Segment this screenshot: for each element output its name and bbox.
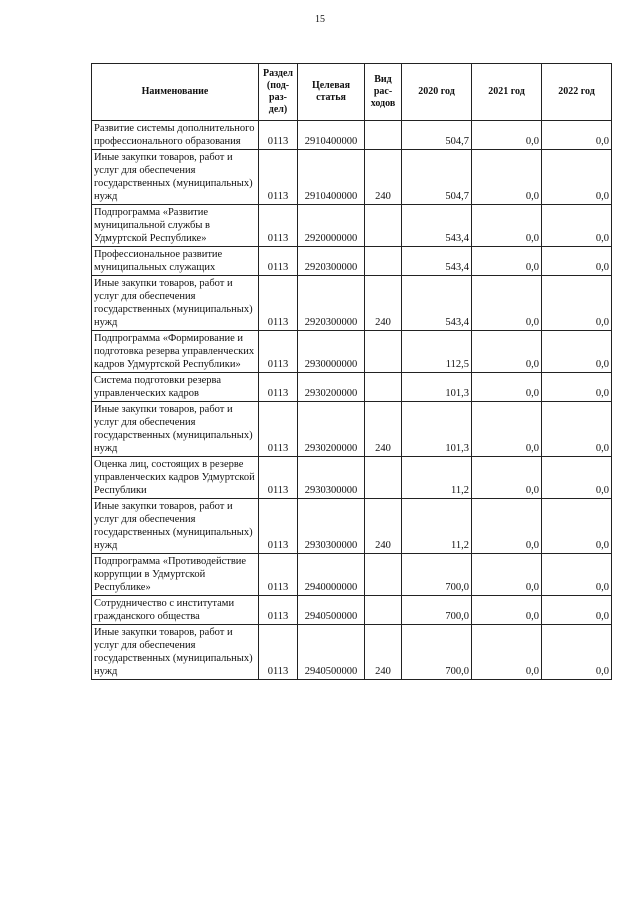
cell-name: Подпрограмма «Развитие муниципальной службы в Удмуртской Республике»	[92, 205, 259, 247]
cell-2021: 0,0	[472, 331, 542, 373]
cell-target-article: 2930300000	[298, 457, 365, 499]
table-body	[92, 121, 612, 680]
cell-target-article: 2930000000	[298, 331, 365, 373]
cell-section: 0113	[259, 499, 298, 554]
header-year-2020: 2020 год	[402, 64, 472, 121]
cell-section: 0113	[259, 331, 298, 373]
cell-expense-type	[365, 596, 402, 625]
cell-2021: 0,0	[472, 499, 542, 554]
cell-2020: 101,3	[402, 373, 472, 402]
cell-expense-type: 240	[365, 276, 402, 331]
table-row	[92, 499, 612, 554]
header-target-article: Целевая статья	[298, 64, 365, 121]
cell-name: Иные закупки товаров, работ и услуг для обеспечения государственных (муниципальных) нужд	[92, 276, 259, 331]
cell-name: Профессиональное развитие муниципальных служащих	[92, 247, 259, 276]
cell-2022: 0,0	[542, 596, 612, 625]
cell-section: 0113	[259, 205, 298, 247]
table-row	[92, 625, 612, 680]
cell-target-article: 2910400000	[298, 150, 365, 205]
cell-2020: 700,0	[402, 625, 472, 680]
cell-target-article: 2930300000	[298, 499, 365, 554]
cell-2021: 0,0	[472, 457, 542, 499]
table-row	[92, 276, 612, 331]
table-row	[92, 457, 612, 499]
cell-2022: 0,0	[542, 150, 612, 205]
cell-section: 0113	[259, 276, 298, 331]
table-header	[92, 64, 612, 121]
cell-2022: 0,0	[542, 247, 612, 276]
table-row	[92, 373, 612, 402]
cell-target-article: 2930200000	[298, 402, 365, 457]
cell-name: Оценка лиц, состоящих в резерве управленческих кадров Удмуртской Республики	[92, 457, 259, 499]
cell-target-article: 2910400000	[298, 121, 365, 150]
cell-2022: 0,0	[542, 499, 612, 554]
cell-section: 0113	[259, 625, 298, 680]
cell-2020: 700,0	[402, 596, 472, 625]
cell-name: Сотрудничество с институтами гражданского общества	[92, 596, 259, 625]
cell-name: Подпрограмма «Формирование и подготовка резерва управленческих кадров Удмуртской Республики»	[92, 331, 259, 373]
cell-name: Иные закупки товаров, работ и услуг для обеспечения государственных (муниципальных) нужд	[92, 625, 259, 680]
cell-name: Система подготовки резерва управленческих кадров	[92, 373, 259, 402]
cell-2020: 101,3	[402, 402, 472, 457]
cell-2021: 0,0	[472, 625, 542, 680]
header-name: Наименование	[92, 64, 259, 121]
header-year-2021: 2021 год	[472, 64, 542, 121]
cell-2022: 0,0	[542, 554, 612, 596]
cell-target-article: 2930200000	[298, 373, 365, 402]
header-section: Раздел (под- раз- дел)	[259, 64, 298, 121]
cell-name: Развитие системы дополнительного профессионального образования	[92, 121, 259, 150]
cell-2021: 0,0	[472, 373, 542, 402]
cell-expense-type	[365, 247, 402, 276]
budget-table	[91, 63, 612, 680]
cell-2021: 0,0	[472, 402, 542, 457]
cell-expense-type	[365, 554, 402, 596]
cell-expense-type: 240	[365, 625, 402, 680]
table-row	[92, 596, 612, 625]
cell-2022: 0,0	[542, 121, 612, 150]
cell-section: 0113	[259, 596, 298, 625]
cell-2022: 0,0	[542, 402, 612, 457]
cell-2021: 0,0	[472, 150, 542, 205]
cell-2020: 543,4	[402, 276, 472, 331]
cell-2020: 700,0	[402, 554, 472, 596]
table-row	[92, 205, 612, 247]
cell-expense-type: 240	[365, 499, 402, 554]
cell-2022: 0,0	[542, 373, 612, 402]
cell-2021: 0,0	[472, 121, 542, 150]
cell-expense-type	[365, 331, 402, 373]
cell-expense-type	[365, 457, 402, 499]
page-number: 15	[315, 14, 325, 25]
cell-2020: 11,2	[402, 457, 472, 499]
table-row	[92, 554, 612, 596]
cell-2021: 0,0	[472, 205, 542, 247]
cell-expense-type: 240	[365, 402, 402, 457]
cell-2020: 504,7	[402, 121, 472, 150]
cell-target-article: 2920300000	[298, 247, 365, 276]
cell-2020: 11,2	[402, 499, 472, 554]
table-row	[92, 331, 612, 373]
cell-name: Подпрограмма «Противодействие коррупции в Удмуртской Республике»	[92, 554, 259, 596]
table-row	[92, 121, 612, 150]
cell-2022: 0,0	[542, 457, 612, 499]
cell-2022: 0,0	[542, 331, 612, 373]
cell-2020: 112,5	[402, 331, 472, 373]
cell-target-article: 2920000000	[298, 205, 365, 247]
cell-2022: 0,0	[542, 625, 612, 680]
cell-name: Иные закупки товаров, работ и услуг для обеспечения государственных (муниципальных) нужд	[92, 499, 259, 554]
cell-2021: 0,0	[472, 276, 542, 331]
cell-section: 0113	[259, 554, 298, 596]
header-expense-type: Вид рас- ходов	[365, 64, 402, 121]
cell-expense-type	[365, 373, 402, 402]
table-row	[92, 150, 612, 205]
cell-section: 0113	[259, 247, 298, 276]
cell-target-article: 2940500000	[298, 625, 365, 680]
cell-2020: 504,7	[402, 150, 472, 205]
cell-2020: 543,4	[402, 205, 472, 247]
cell-2022: 0,0	[542, 205, 612, 247]
table-row	[92, 247, 612, 276]
cell-section: 0113	[259, 457, 298, 499]
cell-2020: 543,4	[402, 247, 472, 276]
cell-2021: 0,0	[472, 596, 542, 625]
cell-expense-type	[365, 121, 402, 150]
cell-target-article: 2920300000	[298, 276, 365, 331]
cell-2021: 0,0	[472, 247, 542, 276]
cell-section: 0113	[259, 373, 298, 402]
cell-name: Иные закупки товаров, работ и услуг для обеспечения государственных (муниципальных) нужд	[92, 150, 259, 205]
cell-section: 0113	[259, 402, 298, 457]
table-row	[92, 402, 612, 457]
cell-name: Иные закупки товаров, работ и услуг для обеспечения государственных (муниципальных) нужд	[92, 402, 259, 457]
cell-target-article: 2940000000	[298, 554, 365, 596]
cell-section: 0113	[259, 150, 298, 205]
cell-expense-type	[365, 205, 402, 247]
cell-expense-type: 240	[365, 150, 402, 205]
cell-2021: 0,0	[472, 554, 542, 596]
header-year-2022: 2022 год	[542, 64, 612, 121]
header-row	[92, 64, 612, 121]
cell-2022: 0,0	[542, 276, 612, 331]
cell-target-article: 2940500000	[298, 596, 365, 625]
cell-section: 0113	[259, 121, 298, 150]
